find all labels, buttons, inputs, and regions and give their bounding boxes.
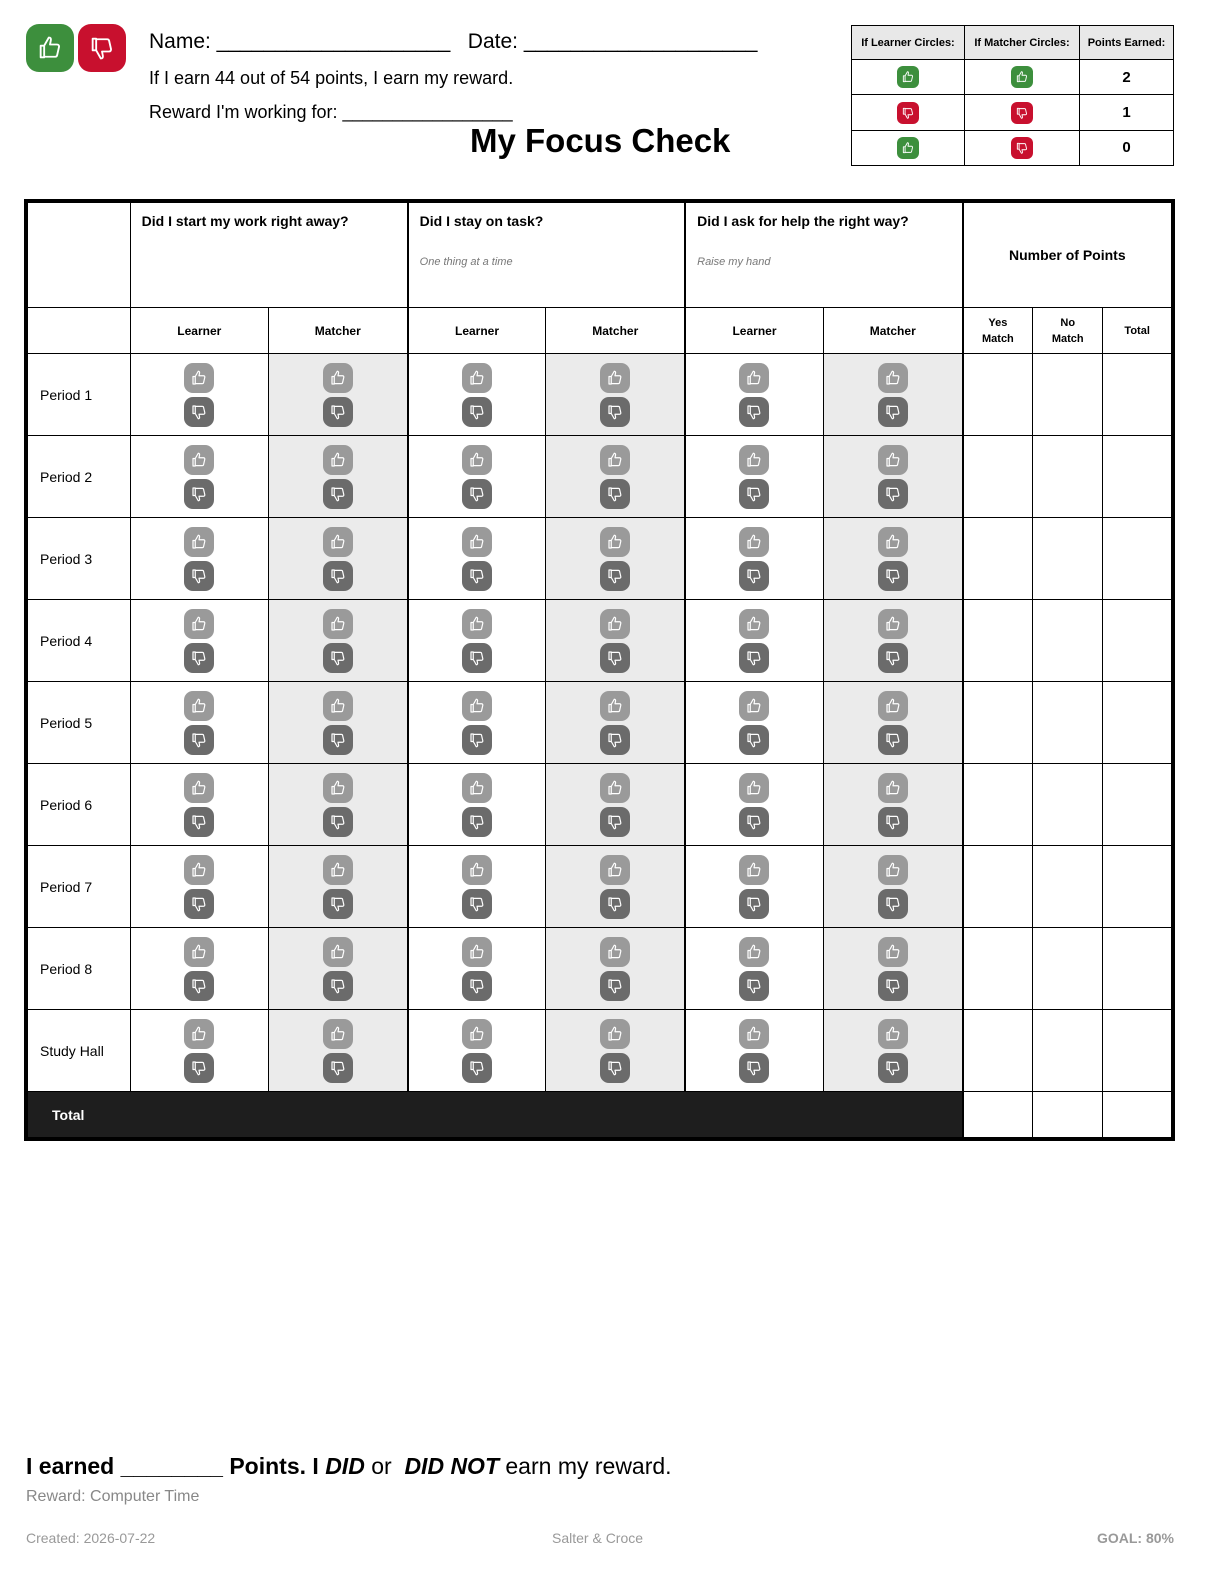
thumbs-down-icon[interactable]: [878, 889, 908, 919]
thumbs-down-icon[interactable]: [600, 643, 630, 673]
no-match-input-cell[interactable]: [1033, 682, 1103, 764]
thumbs-up-icon[interactable]: [184, 773, 214, 803]
thumbs-up-icon[interactable]: [878, 773, 908, 803]
thumbs-up-icon[interactable]: [600, 527, 630, 557]
name-field[interactable]: Name: ____________________: [149, 30, 451, 53]
learner-rating-cell: [685, 764, 823, 846]
learner-rating-cell: [408, 436, 546, 518]
thumbs-down-icon[interactable]: [323, 1053, 353, 1083]
matcher-rating-cell: [268, 682, 407, 764]
learner-rating-cell: [685, 354, 823, 436]
learner-rating-cell: [130, 846, 268, 928]
thumbs-down-icon[interactable]: [323, 725, 353, 755]
thumbs-down-icon[interactable]: [739, 397, 769, 427]
thumbs-down-icon[interactable]: [323, 807, 353, 837]
page-title: My Focus Check: [470, 122, 731, 159]
question-1: Did I start my work right away?: [130, 201, 407, 308]
thumbs-up-icon[interactable]: [600, 691, 630, 721]
legend-row: [852, 60, 1174, 95]
thumbs-up-icon[interactable]: [462, 773, 492, 803]
total-row: [26, 1092, 1173, 1140]
thumbs-up-icon[interactable]: [878, 855, 908, 885]
period-row: [26, 1010, 1173, 1092]
thumbs-down-icon[interactable]: [323, 971, 353, 1001]
matcher-rating-cell: [268, 436, 407, 518]
thumbs-down-icon[interactable]: [462, 725, 492, 755]
matcher-rating-cell: [823, 518, 962, 600]
thumbs-down-icon[interactable]: [739, 889, 769, 919]
no-match-input-cell[interactable]: [1033, 436, 1103, 518]
yes-match-input-cell[interactable]: [963, 846, 1033, 928]
total-yes-match-cell[interactable]: [963, 1092, 1033, 1140]
thumbs-down-icon[interactable]: [600, 807, 630, 837]
thumbs-up-icon[interactable]: [184, 937, 214, 967]
thumbs-down-icon[interactable]: [878, 807, 908, 837]
matcher-rating-cell: [823, 764, 962, 846]
matcher-rating-cell: [823, 436, 962, 518]
thumbs-down-logo-icon: [78, 24, 126, 72]
thumbs-down-icon[interactable]: [739, 1053, 769, 1083]
no-match-input-cell[interactable]: [1033, 600, 1103, 682]
thumbs-up-icon[interactable]: [323, 445, 353, 475]
thumbs-up-icon[interactable]: [600, 937, 630, 967]
legend-matcher-cell: [964, 95, 1079, 130]
question-2: Did I stay on task? One thing at a time: [408, 201, 685, 308]
learner-rating-cell: [685, 846, 823, 928]
matcher-rating-cell: [823, 928, 962, 1010]
matcher-header: Matcher: [823, 308, 962, 354]
thumbs-up-icon[interactable]: [600, 855, 630, 885]
focus-check-table: [24, 199, 1175, 1141]
thumbs-up-icon[interactable]: [600, 1019, 630, 1049]
thumbs-up-icon[interactable]: [878, 691, 908, 721]
thumbs-up-icon[interactable]: [878, 609, 908, 639]
thumbs-up-icon[interactable]: [323, 527, 353, 557]
period-row: [26, 682, 1173, 764]
matcher-header: Matcher: [546, 308, 685, 354]
period-row: [26, 764, 1173, 846]
period-row: [26, 518, 1173, 600]
matcher-rating-cell: [823, 682, 962, 764]
matcher-rating-cell: [268, 928, 407, 1010]
learner-rating-cell: [408, 928, 546, 1010]
learner-rating-cell: [130, 1010, 268, 1092]
thumbs-up-icon[interactable]: [739, 691, 769, 721]
learner-rating-cell: [685, 1010, 823, 1092]
period-label: Period 2: [26, 436, 130, 518]
thumbs-down-icon[interactable]: [878, 479, 908, 509]
learner-rating-cell: [130, 600, 268, 682]
matcher-rating-cell: [268, 764, 407, 846]
thumbs-up-icon[interactable]: [739, 445, 769, 475]
thumbs-down-icon[interactable]: [462, 643, 492, 673]
matcher-rating-cell: [546, 846, 685, 928]
legend-matcher-cell: [964, 130, 1079, 165]
yes-match-input-cell[interactable]: [963, 518, 1033, 600]
thumbs-down-icon[interactable]: [739, 561, 769, 591]
thumbs-down-icon: [1011, 102, 1033, 124]
goal-text: GOAL: 80%: [1096, 1530, 1174, 1546]
period-label: Period 8: [26, 928, 130, 1010]
thumbs-down-icon[interactable]: [462, 397, 492, 427]
name-date-line: [149, 30, 757, 54]
thumbs-up-icon: [897, 66, 919, 88]
corner-cell-2: [26, 308, 130, 354]
thumbs-down-icon[interactable]: [462, 889, 492, 919]
thumbs-up-icon[interactable]: [878, 363, 908, 393]
matcher-rating-cell: [823, 846, 962, 928]
thumbs-up-icon[interactable]: [462, 527, 492, 557]
thumbs-down-icon[interactable]: [184, 807, 214, 837]
thumbs-up-icon[interactable]: [739, 363, 769, 393]
thumbs-up-icon[interactable]: [323, 691, 353, 721]
learner-rating-cell: [130, 682, 268, 764]
thumbs-up-icon[interactable]: [462, 691, 492, 721]
no-match-input-cell[interactable]: [1033, 928, 1103, 1010]
corner-cell: [26, 201, 130, 308]
legend-header-matcher: If Matcher Circles:: [964, 26, 1079, 60]
thumbs-up-icon[interactable]: [739, 773, 769, 803]
learner-rating-cell: [685, 682, 823, 764]
learner-rating-cell: [408, 846, 546, 928]
learner-rating-cell: [408, 354, 546, 436]
yes-match-input-cell[interactable]: [963, 928, 1033, 1010]
thumbs-up-icon[interactable]: [600, 609, 630, 639]
matcher-rating-cell: [823, 600, 962, 682]
learner-header: Learner: [130, 308, 268, 354]
yes-match-input-cell[interactable]: [963, 682, 1033, 764]
thumbs-up-icon: [897, 137, 919, 159]
thumbs-down-icon[interactable]: [462, 971, 492, 1001]
period-label: Period 5: [26, 682, 130, 764]
total-no-match-cell[interactable]: [1033, 1092, 1103, 1140]
total-input-cell[interactable]: [1103, 1010, 1173, 1092]
thumbs-up-icon[interactable]: [323, 937, 353, 967]
period-label: Study Hall: [26, 1010, 130, 1092]
thumbs-up-icon[interactable]: [462, 855, 492, 885]
thumbs-down-icon[interactable]: [739, 479, 769, 509]
thumbs-up-icon[interactable]: [739, 1019, 769, 1049]
legend-points: 0: [1080, 130, 1174, 165]
thumbs-up-icon[interactable]: [323, 363, 353, 393]
total-input-cell[interactable]: [1103, 928, 1173, 1010]
thumbs-up-icon[interactable]: [878, 937, 908, 967]
total-input-cell[interactable]: [1103, 436, 1173, 518]
learner-rating-cell: [685, 518, 823, 600]
matcher-rating-cell: [823, 1010, 962, 1092]
earn-goal-text: If I earn 44 out of 54 points, I earn my reward.: [149, 68, 514, 88]
learner-rating-cell: [130, 764, 268, 846]
thumbs-up-icon[interactable]: [184, 363, 214, 393]
thumbs-down-icon[interactable]: [600, 561, 630, 591]
thumbs-down-icon[interactable]: [184, 725, 214, 755]
learner-rating-cell: [685, 600, 823, 682]
period-label: Period 4: [26, 600, 130, 682]
thumbs-up-icon[interactable]: [739, 855, 769, 885]
legend-learner-cell: [852, 95, 965, 130]
period-label: Period 7: [26, 846, 130, 928]
matcher-rating-cell: [546, 764, 685, 846]
thumbs-up-icon[interactable]: [184, 855, 214, 885]
thumbs-down-icon[interactable]: [878, 725, 908, 755]
did-option[interactable]: DID: [325, 1453, 365, 1479]
thumbs-up-icon[interactable]: [184, 691, 214, 721]
matcher-rating-cell: [546, 600, 685, 682]
thumbs-up-icon[interactable]: [878, 1019, 908, 1049]
thumbs-up-icon[interactable]: [600, 773, 630, 803]
matcher-rating-cell: [546, 682, 685, 764]
learner-rating-cell: [408, 518, 546, 600]
created-date: Created: 2026-07-22: [26, 1530, 156, 1546]
thumbs-up-icon[interactable]: [462, 363, 492, 393]
credit-text: Salter & Croce: [552, 1530, 644, 1546]
matcher-rating-cell: [268, 1010, 407, 1092]
thumbs-up-icon[interactable]: [462, 609, 492, 639]
reward-note: Reward: Computer Time: [26, 1488, 200, 1505]
thumbs-down-icon[interactable]: [184, 479, 214, 509]
question-3: Did I ask for help the right way? Raise my hand: [685, 201, 962, 308]
thumbs-up-icon[interactable]: [184, 609, 214, 639]
thumbs-down-icon: [1011, 137, 1033, 159]
thumbs-down-icon[interactable]: [739, 971, 769, 1001]
learner-header: Learner: [685, 308, 823, 354]
period-row: [26, 436, 1173, 518]
matcher-header: Matcher: [268, 308, 407, 354]
legend-learner-cell: [852, 130, 965, 165]
period-label: Period 1: [26, 354, 130, 436]
thumbs-up-icon[interactable]: [739, 609, 769, 639]
did-not-option[interactable]: DID NOT: [404, 1453, 499, 1479]
period-label: Period 6: [26, 764, 130, 846]
thumbs-down-icon[interactable]: [323, 479, 353, 509]
learner-rating-cell: [130, 436, 268, 518]
legend-header-learner: If Learner Circles:: [852, 26, 965, 60]
total-total-cell[interactable]: [1103, 1092, 1173, 1140]
total-input-cell[interactable]: [1103, 682, 1173, 764]
legend-row: [852, 95, 1174, 130]
thumbs-down-icon[interactable]: [462, 561, 492, 591]
thumbs-down-icon[interactable]: [184, 643, 214, 673]
thumbs-up-icon[interactable]: [323, 609, 353, 639]
thumbs-down-icon[interactable]: [184, 971, 214, 1001]
thumbs-up-icon: [1011, 66, 1033, 88]
no-match-input-cell[interactable]: [1033, 846, 1103, 928]
yes-match-header: Yes Match: [963, 308, 1033, 354]
thumbs-down-icon[interactable]: [878, 1053, 908, 1083]
yes-match-input-cell[interactable]: [963, 354, 1033, 436]
learner-rating-cell: [130, 928, 268, 1010]
points-legend: [851, 25, 1174, 166]
thumbs-up-icon[interactable]: [184, 445, 214, 475]
thumbs-up-icon[interactable]: [184, 1019, 214, 1049]
thumbs-down-icon[interactable]: [878, 397, 908, 427]
thumbs-down-icon[interactable]: [739, 725, 769, 755]
thumbs-up-icon[interactable]: [323, 855, 353, 885]
matcher-rating-cell: [546, 436, 685, 518]
thumbs-down-icon[interactable]: [878, 643, 908, 673]
thumbs-down-icon[interactable]: [739, 643, 769, 673]
thumbs-up-icon[interactable]: [462, 937, 492, 967]
thumbs-up-icon[interactable]: [462, 445, 492, 475]
thumbs-up-icon[interactable]: [600, 445, 630, 475]
thumbs-down-icon[interactable]: [184, 1053, 214, 1083]
total-label: Total: [26, 1092, 963, 1140]
period-row: [26, 354, 1173, 436]
thumbs-down-icon[interactable]: [878, 971, 908, 1001]
thumbs-down-icon[interactable]: [184, 561, 214, 591]
matcher-rating-cell: [268, 846, 407, 928]
thumbs-up-icon[interactable]: [462, 1019, 492, 1049]
total-input-cell[interactable]: [1103, 600, 1173, 682]
legend-points: 1: [1080, 95, 1174, 130]
learner-rating-cell: [685, 436, 823, 518]
matcher-rating-cell: [546, 928, 685, 1010]
date-field[interactable]: Date: ____________________: [467, 30, 758, 53]
thumbs-down-icon[interactable]: [462, 479, 492, 509]
legend-row: [852, 130, 1174, 165]
thumbs-down-icon[interactable]: [600, 1053, 630, 1083]
thumbs-up-icon[interactable]: [739, 527, 769, 557]
thumbs-down-icon[interactable]: [323, 397, 353, 427]
total-input-cell[interactable]: [1103, 354, 1173, 436]
legend-matcher-cell: [964, 60, 1079, 95]
total-header: Total: [1103, 308, 1173, 354]
number-of-points-header: Number of Points: [963, 201, 1173, 308]
period-row: [26, 928, 1173, 1010]
matcher-rating-cell: [823, 354, 962, 436]
thumbs-up-icon[interactable]: [878, 445, 908, 475]
yes-match-input-cell[interactable]: [963, 600, 1033, 682]
total-input-cell[interactable]: [1103, 518, 1173, 600]
thumbs-down-icon: [897, 102, 919, 124]
learner-rating-cell: [408, 682, 546, 764]
learner-rating-cell: [408, 1010, 546, 1092]
legend-header-points: Points Earned:: [1080, 26, 1174, 60]
matcher-rating-cell: [268, 518, 407, 600]
yes-match-input-cell[interactable]: [963, 436, 1033, 518]
thumbs-up-logo-icon: [26, 24, 74, 72]
thumbs-down-icon[interactable]: [323, 561, 353, 591]
no-match-header: No Match: [1033, 308, 1103, 354]
no-match-input-cell[interactable]: [1033, 764, 1103, 846]
earned-points-blank[interactable]: ________: [120, 1453, 223, 1479]
period-label: Period 3: [26, 518, 130, 600]
thumbs-down-icon[interactable]: [600, 397, 630, 427]
thumbs-up-icon[interactable]: [323, 1019, 353, 1049]
learner-rating-cell: [408, 764, 546, 846]
thumbs-down-icon[interactable]: [323, 889, 353, 919]
thumbs-down-icon[interactable]: [600, 725, 630, 755]
thumbs-down-icon[interactable]: [184, 889, 214, 919]
thumbs-up-icon[interactable]: [878, 527, 908, 557]
matcher-rating-cell: [546, 518, 685, 600]
yes-match-input-cell[interactable]: [963, 764, 1033, 846]
matcher-rating-cell: [546, 1010, 685, 1092]
thumbs-down-icon[interactable]: [739, 807, 769, 837]
thumbs-down-icon[interactable]: [462, 807, 492, 837]
thumbs-up-icon[interactable]: [323, 773, 353, 803]
thumbs-down-icon[interactable]: [878, 561, 908, 591]
learner-rating-cell: [130, 518, 268, 600]
period-row: [26, 600, 1173, 682]
thumbs-down-icon[interactable]: [600, 971, 630, 1001]
learner-rating-cell: [130, 354, 268, 436]
earned-summary: I earned ________ Points. I DID or DID NOT earn my reward.: [26, 1453, 672, 1479]
yes-match-input-cell[interactable]: [963, 1010, 1033, 1092]
reward-field[interactable]: Reward I'm working for: _________________: [149, 102, 513, 122]
thumbs-down-icon[interactable]: [323, 643, 353, 673]
no-match-input-cell[interactable]: [1033, 354, 1103, 436]
thumbs-up-icon[interactable]: [184, 527, 214, 557]
learner-rating-cell: [685, 928, 823, 1010]
thumbs-up-icon[interactable]: [739, 937, 769, 967]
learner-header: Learner: [408, 308, 546, 354]
matcher-rating-cell: [546, 354, 685, 436]
legend-learner-cell: [852, 60, 965, 95]
legend-points: 2: [1080, 60, 1174, 95]
total-input-cell[interactable]: [1103, 764, 1173, 846]
no-match-input-cell[interactable]: [1033, 1010, 1103, 1092]
thumbs-down-icon[interactable]: [600, 479, 630, 509]
no-match-input-cell[interactable]: [1033, 518, 1103, 600]
period-row: [26, 846, 1173, 928]
matcher-rating-cell: [268, 600, 407, 682]
learner-rating-cell: [408, 600, 546, 682]
matcher-rating-cell: [268, 354, 407, 436]
total-input-cell[interactable]: [1103, 846, 1173, 928]
thumbs-up-icon[interactable]: [600, 363, 630, 393]
thumbs-down-icon[interactable]: [184, 397, 214, 427]
thumbs-down-icon[interactable]: [600, 889, 630, 919]
thumbs-down-icon[interactable]: [462, 1053, 492, 1083]
